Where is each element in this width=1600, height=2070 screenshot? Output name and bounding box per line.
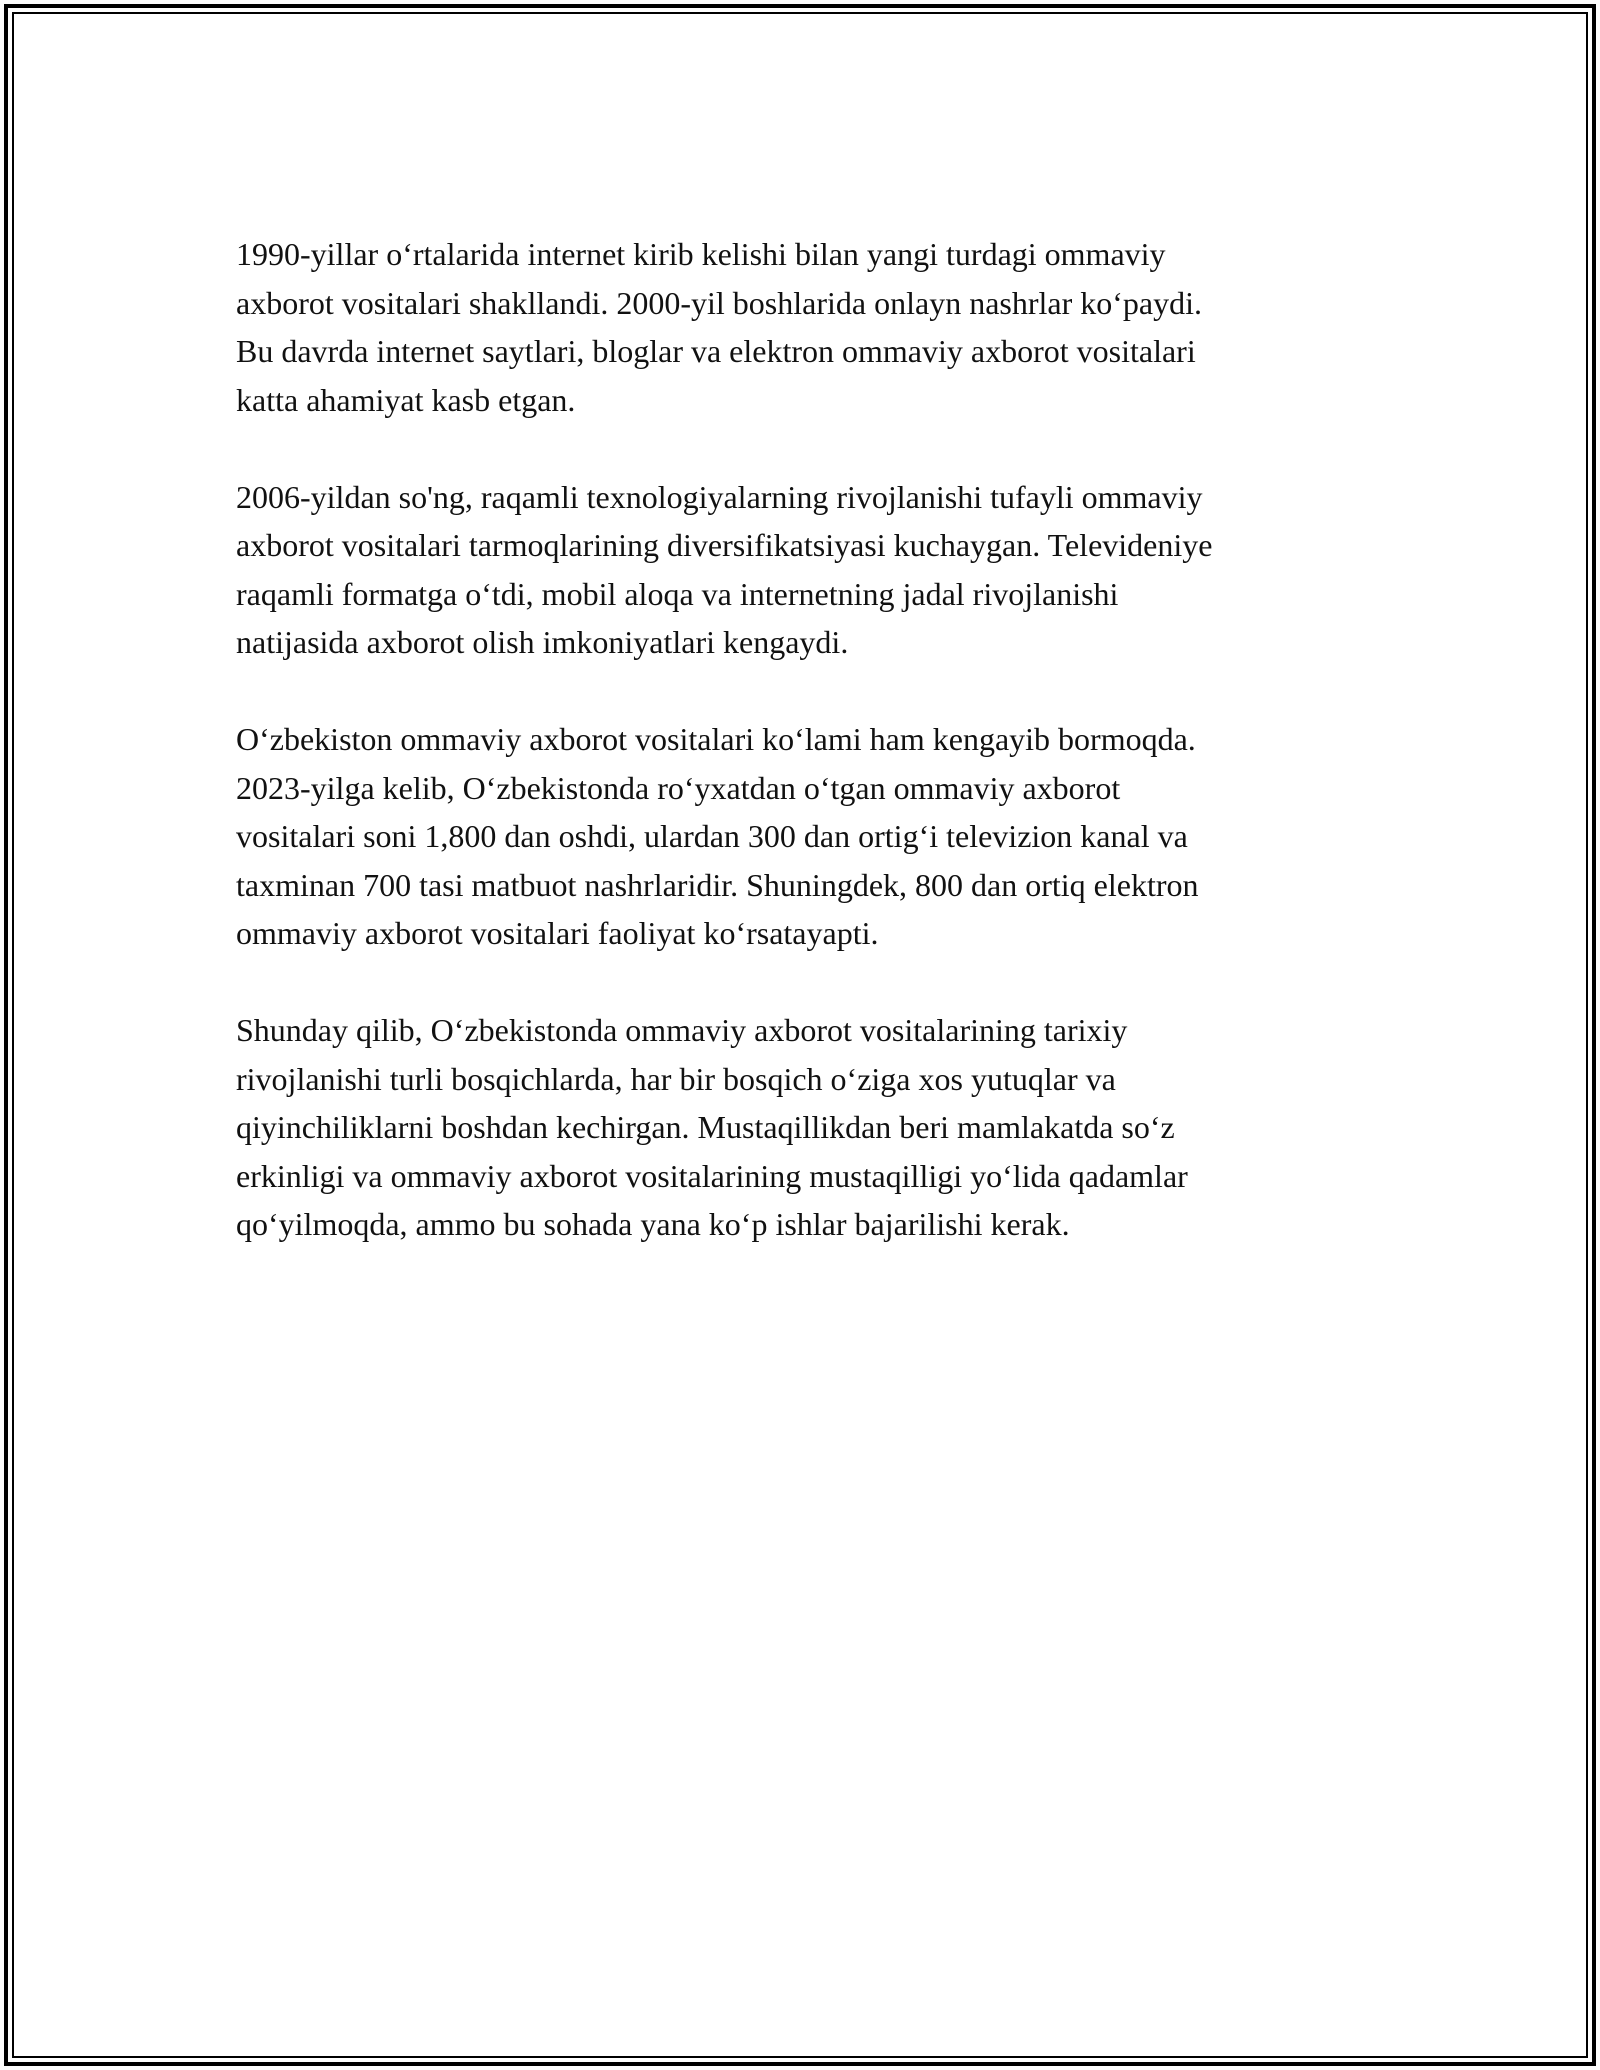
text-line: natijasida axborot olish imkoniyatlari kengaydi. [236,624,849,660]
text-line: rivojlanishi turli bosqichlarda, har bir bosqich o‘ziga xos yutuqlar va [236,1060,1116,1097]
text-line: Shunday qilib, O‘zbekistonda ommaviy axborot vositalarining tarixiy [236,1012,1128,1048]
text-line: erkinligi va ommaviy axborot vositalarining mustaqilligi yo‘lida qadamlar [236,1157,1188,1194]
text-line: 2023-yilga kelib, O‘zbekistonda ro‘yxatdan o‘tgan ommaviy axborot [236,769,1121,806]
document-body [236,230,1376,1297]
paragraph-internet-era [236,230,1376,424]
text-line: Bu davrda internet saytlari, bloglar va elektron ommaviy axborot vositalari [236,333,1196,369]
paragraph-digital-era [236,473,1376,667]
text-line: 1990-yillar o‘rtalarida internet kirib kelishi bilan yangi turdagi ommaviy [236,236,1166,272]
text-line: qiyinchiliklarni boshdan kechirgan. Mustaqillikdan beri mamlakatda so‘z [236,1109,1175,1145]
paragraph-conclusion [236,1006,1376,1249]
text-line: O‘zbekiston ommaviy axborot vositalari ko‘lami ham kengayib bormoqda. [236,721,1196,757]
text-line: 2006-yildan so'ng, raqamli texnologiyalarning rivojlanishi tufayli ommaviy [236,478,1203,515]
text-line: axborot vositalari shakllandi. 2000-yil boshlarida onlayn nashrlar ko‘paydi. [236,284,1202,321]
text-line: vositalari soni 1,800 dan oshdi, ulardan 300 dan ortig‘i televizion kanal va [236,818,1188,854]
text-line: axborot vositalari tarmoqlarining diversifikatsiyasi kuchaygan. Televideniye [236,527,1213,563]
text-line: raqamli formatga o‘tdi, mobil aloqa va internetning jadal rivojlanishi [236,575,1119,612]
paragraph-media-scope [236,715,1376,958]
text-line: taxminan 700 tasi matbuot nashrlaridir. Shuningdek, 800 dan ortiq elektron [236,866,1199,903]
text-line: qo‘yilmoqda, ammo bu sohada yana ko‘p ishlar bajarilishi kerak. [236,1206,1070,1242]
text-line: ommaviy axborot vositalari faoliyat ko‘rsatayapti. [236,915,879,951]
text-line: katta ahamiyat kasb etgan. [236,381,576,418]
